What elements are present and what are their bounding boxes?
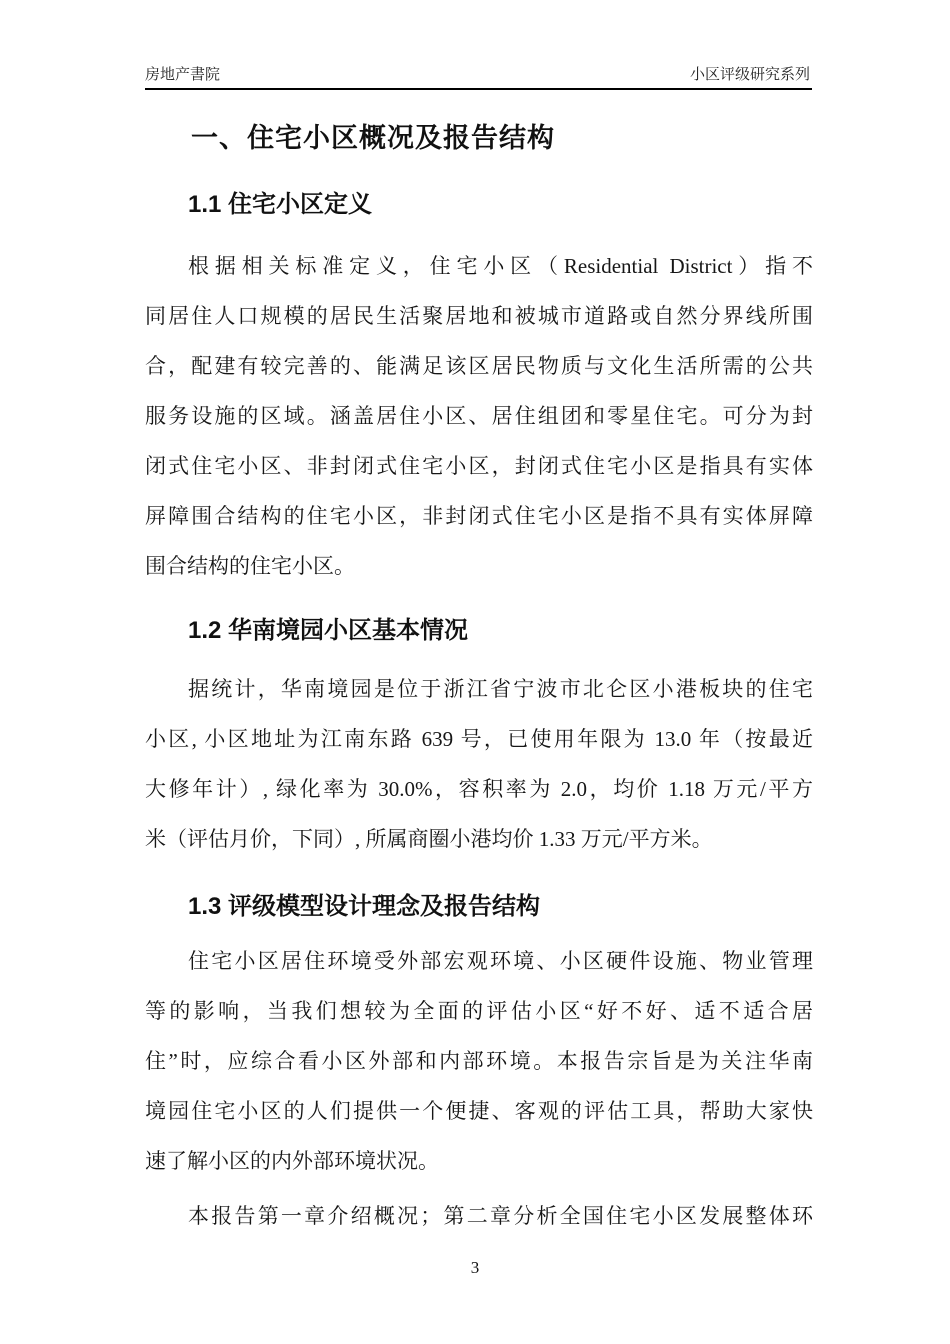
text-line: 速了解小区的内外部环境状况。 xyxy=(145,1149,439,1173)
text-line: 等的影响，当我们想较为全面的评估小区“好不好、适不适合居 xyxy=(145,999,813,1023)
header-rule xyxy=(145,88,812,90)
text-line: 小区, 小区地址为江南东路 639 号，已使用年限为 13.0 年（按最近 xyxy=(145,727,813,751)
section-heading-1-1: 1.1 住宅小区定义 xyxy=(188,191,373,218)
header-right-text: 小区评级研究系列 xyxy=(689,66,810,83)
page-footer xyxy=(0,1258,950,1278)
text-line: 本报告第一章介绍概况；第二章分析全国住宅小区发展整体环 xyxy=(188,1204,813,1228)
paragraph-definition xyxy=(145,241,813,591)
header-left-text: 房地产書院 xyxy=(145,66,221,83)
paragraph-design-concept xyxy=(145,936,813,1186)
text-line: 合，配建有较完善的、能满足该区居民物质与文化生活所需的公共 xyxy=(145,354,813,378)
page-number: 3 xyxy=(470,1258,480,1277)
text-line: 闭式住宅小区、非封闭式住宅小区，封闭式住宅小区是指具有实体 xyxy=(145,454,813,478)
text-line: 境园住宅小区的人们提供一个便捷、客观的评估工具，帮助大家快 xyxy=(145,1099,813,1123)
text-line: 围合结构的住宅小区。 xyxy=(145,554,355,578)
text-line: 据统计，华南境园是位于浙江省宁波市北仑区小港板块的住宅 xyxy=(188,677,813,701)
text-line: 米（评估月价，下同）, 所属商圈小港均价 1.33 万元/平方米。 xyxy=(145,827,713,851)
section-heading-1-3: 1.3 评级模型设计理念及报告结构 xyxy=(188,893,541,920)
paragraph-report-structure xyxy=(145,1191,813,1241)
text-line: 大修年计）, 绿化率为 30.0%，容积率为 2.0，均价 1.18 万元/平方 xyxy=(145,777,813,801)
text-line: 屏障围合结构的住宅小区，非封闭式住宅小区是指不具有实体屏障 xyxy=(145,504,813,528)
text-line: 住”时，应综合看小区外部和内部环境。本报告宗旨是为关注华南 xyxy=(145,1049,813,1073)
text-line: 根据相关标准定义，住宅小区（Residential District）指不 xyxy=(188,254,813,278)
document-title: 一、住宅小区概况及报告结构 xyxy=(191,123,555,153)
section-heading-1-2: 1.2 华南境园小区基本情况 xyxy=(188,617,469,644)
text-line: 服务设施的区域。涵盖居住小区、居住组团和零星住宅。可分为封 xyxy=(145,404,813,428)
paragraph-basic-info xyxy=(145,664,813,864)
text-line: 同居住人口规模的居民生活聚居地和被城市道路或自然分界线所围 xyxy=(145,304,813,328)
text-line: 住宅小区居住环境受外部宏观环境、小区硬件设施、物业管理 xyxy=(188,949,813,973)
